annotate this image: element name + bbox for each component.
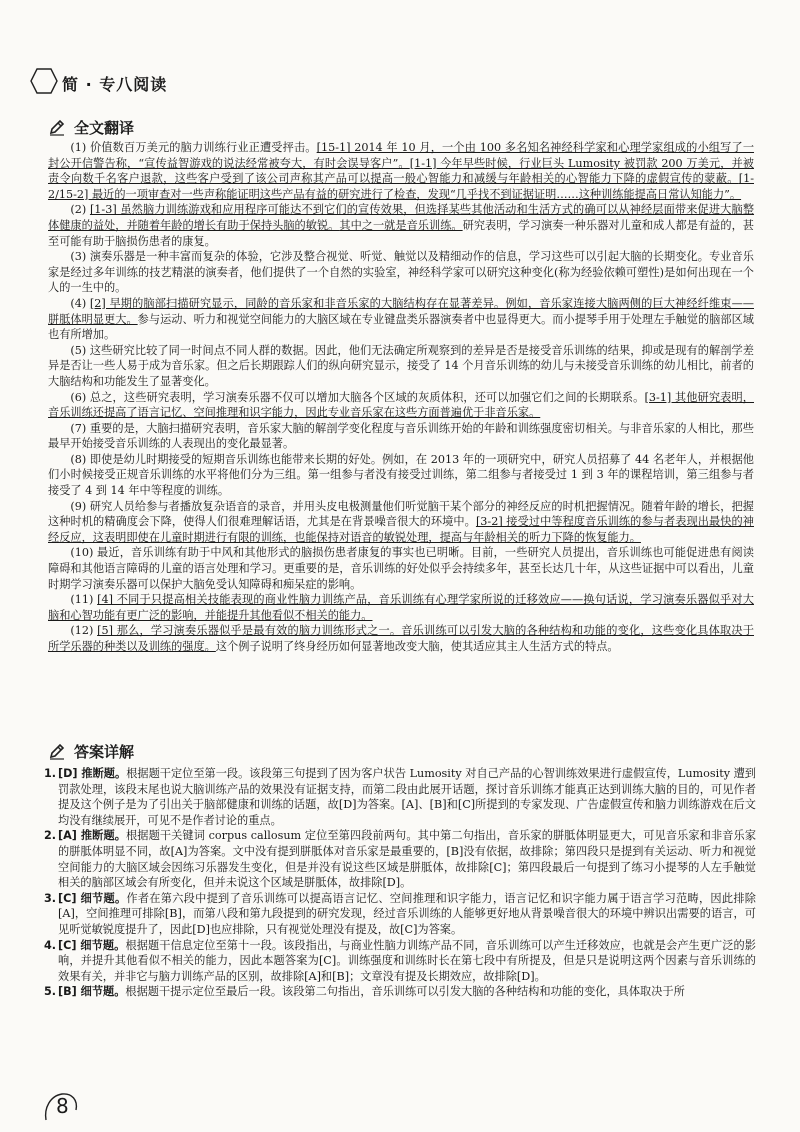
answer-number: 5. [44,985,57,999]
answers-heading [48,740,134,762]
translation-paragraph [48,390,754,421]
answer-text [58,828,756,890]
page-number [42,1090,82,1124]
answer-type: [D] 推断题。 [58,767,127,780]
answer-text [58,766,756,828]
answer-item [44,984,756,1000]
translation-paragraph [48,545,754,592]
header-title: 简 · 专八阅读 [62,75,168,94]
paragraph-text: (11) [70,593,98,607]
answer-number: 1. [44,767,57,780]
answer-explanation: 根据题干信息定位至第十一段。该段指出，与商业性脑力训练产品不同，音乐训练可以产生迁移效应，也就是会产生更广泛的影响，并提升其他看似不相关的能力，因此本题答案为[C]。训练强度和训练时长在第七段中有所提及，但是只是说明这两个因素与音乐训练的效果有关，并非它与脑力训练产品的区别，故排除[A]和[B]；文章没有提及长期效应，故排除[D]。 [58,938,756,983]
underlined-text: [1-3] 虽然脑力训练游戏和应用程序可能达不到它们的宣传效果，但选择某些其他活动和生活方式的确可以从神经层面带来促进大脑整体健康的益处，并随着年龄的增长有助于保持头脑的敏锐。 [48,203,755,232]
answer-type: [C] 细节题。 [58,891,127,905]
answer-explanation: 根据题干关键词 corpus callosum 定位至第四段前两句。其中第二句指出，音乐家的胼胝体明显更大，可见音乐家和非音乐家的胼胝体明显不同，故[A]为答案。文中没有提到胼胝体对音乐家是最重要的，[B]没有依据，故排除；第四段只是提到有关运动、听力和视觉空间能力的大脑区域会因练习乐器发生变化，但是并没有说这些区域是胼胝体，故排除[C]；第四段最后一句提到了练习小提琴的人左手触觉相关的脑部区域会有所变化，但并未说这个区域是胼胝体，故排除[D]。 [58,829,757,890]
answer-number: 3. [44,891,57,905]
paragraph-text: (8) 即使是幼儿时期接受的短期音乐训练也能带来长期的好处。例如，在 2013 年的一项研究中，研究人员招募了 44 名老年人，并根据他们小时候接受正规音乐训练的水平将他们分为三组。第一组参与者没有接受过训练，第二组参与者接受过 1 到 3 年的课程培训，第三组参与者接受了 4 到 14 年中等程度的训练。 [48,452,754,498]
translation-paragraph [48,452,754,499]
paragraph-text: (10) 最近，音乐训练有助于中风和其他形式的脑损伤患者康复的事实也已明晰。目前，一些研究人员提出，音乐训练也可能促进患有阅读障碍和其他语言障碍的儿童的语言处理和学习。更重要的是，音乐训练的好处似乎会持续多年，甚至长达几十年，从这些证据中可以看出，儿童时期学习演奏乐器可以保护大脑免受认知障碍和痴呆症的影响。 [48,546,754,591]
answer-item [44,766,756,828]
answer-text [58,984,756,1000]
paragraph-text: (6) 总之，这些研究表明，学习演奏乐器不仅可以增加大脑各个区域的灰质体积，还可以加强它们之间的长期联系。 [70,390,645,404]
underlined-text: [3-2] 接受过中等程度音乐训练的参与者表现出最快的神经反应，这表明即使在儿童时期进行有限的训练，也能保持对语音的敏锐处理，提高与年龄相关的听力下降的恢复能力。 [48,515,754,544]
answer-type: [C] 细节题。 [58,938,126,952]
paragraph-text: 研究表明，学习演奏一种乐器对儿童和成人都是有益的，甚至可能有助于脑损伤患者的康复。 [48,218,754,248]
answer-number: 2. [44,829,57,843]
translation-paragraph [48,421,754,452]
paragraph-text: 这个例子说明了终身经历如何显著地改变大脑，使其适应其主人生活方式的特点。 [215,640,619,653]
underlined-text: [2] 早期的脑部扫描研究显示，同龄的音乐家和非音乐家的大脑结构存在显著差异。例如，音乐家连接大脑两侧的巨大神经纤维束——胼胝体明显更大。 [48,296,754,326]
underlined-text: [1-2/15-2] 最近的一项审查对一些声称能证明这些产品有益的研究进行了检查，发现“几乎找不到证据证明……这种训练能提高日常认知能力”。 [48,172,754,201]
answer-type: [B] 细节题。 [58,985,126,999]
answer-explanation: 根据题干提示定位至最后一段。该段第二句指出，音乐训练可以引发大脑的各种结构和功能的变化，具体取决于所 [125,985,685,999]
paragraph-text: (4) [70,296,90,310]
translation-heading-label: 全文翻译 [74,118,135,137]
paragraph-text: (7) 重要的是，大脑扫描研究表明，音乐家大脑的解剖学变化程度与音乐训练开始的年龄和训练强度密切相关。与非音乐家的人相比，那些最早开始接受音乐训练的人表现出的变化最显著。 [48,421,754,451]
pencil-icon [48,742,66,760]
answer-text [58,938,756,985]
answer-explanation: 作者在第六段中提到了音乐训练可以提高语言记忆、空间推理和识字能力，语言记忆和识字能力属于语言学习范畴，因此排除[A]，空间推理可排除[B]，而第八段和第九段提到的研究发现，经过音乐训练的人能够更好地从背景噪音很大的环境中辨识出需要的语言，可见听觉敏锐度提升了，因此[D]也应排除，只有视觉处理没有提及，故[C]为答案。 [58,891,756,936]
underlined-text: [3-1] 其他研究表明，音乐训练还提高了语言记忆、空间推理和识字能力，因此专业音乐家在这些方面普遍优于非音乐家。 [48,390,754,420]
translation-body [48,140,754,655]
translation-paragraph [48,623,754,654]
running-header [30,58,770,98]
answers-body [44,766,756,1000]
answer-item [44,938,756,985]
translation-paragraph [48,343,754,390]
translation-paragraph [48,592,754,623]
translation-paragraph [48,296,754,343]
underlined-text: [4] 不同于只提高相关技能表现的商业性脑力训练产品，音乐训练有心理学家所说的迁移效应——换句话说，学习演奏乐器似乎对大脑和心智功能有更广泛的影响，并能提升其他看似不相关的能力。 [48,593,754,622]
paragraph-text: (1) 价值数百万美元的脑力训练行业正遭受抨击。 [70,141,317,154]
translation-paragraph [48,499,754,546]
translation-paragraph [48,202,754,249]
answers-heading-label: 答案详解 [74,742,135,761]
answer-item [44,828,756,890]
translation-heading [48,116,134,138]
answer-item [44,891,756,938]
paragraph-text: (5) 这些研究比较了同一时间点不同人群的数据。因此，他们无法确定所观察到的差异是否是接受音乐训练的结果，抑或是现有的解剖学差异是否让一些人易于成为音乐家。但之后长期跟踪人们的纵向研究显示，接受了 14 个月音乐训练的幼儿与未接受音乐训练的幼儿相比，前者的大脑结构和功能发生了显著变化。 [48,343,754,388]
underlined-text: [1-1] 今年早些时候，行业巨头 Lumosity 被罚款 200 万美元，并被责令向数千名客户退款，这些客户受到了该公司声称其产品可以提高一般心智能力和减缓与年龄相关的心智能力下降的虚假宣传的蒙蔽。 [48,156,754,186]
underlined-text: 其中之一就是音乐训练。 [339,218,463,232]
paragraph-text: (3) 演奏乐器是一种丰富而复杂的体验，它涉及整合视觉、听觉、触觉以及精细动作的信息，学习这些可以引起大脑的长期变化。专业音乐家是经过多年训练的技艺精湛的演奏者，他们提供了一个自然的实验室，神经科学家可以研究这种变化(称为经验依赖可塑性)是如何出现在一个人的一生中的。 [48,250,754,295]
pencil-icon [48,118,66,136]
answer-type: [A] 推断题。 [58,829,127,843]
paragraph-text: 参与运动、听力和视觉空间能力的大脑区域在专业键盘类乐器演奏者中也显得更大。而小提琴手用于处理左手触觉的脑部区域也有所增加。 [48,312,754,342]
paragraph-text: (2) [70,203,90,217]
hexagon-icon [30,68,58,94]
page-number-text: 8 [56,1094,69,1118]
answer-text [58,891,756,938]
paragraph-text: (12) [70,624,98,638]
underlined-text: [15-1] 2014 年 10 月，一个由 100 多名知名神经科学家和心理学家组成的小组写了一封公开信警告称，“宣传益智游戏的说法经常被夸大，有时会误导客户”。 [48,141,755,170]
answer-explanation: 根据题干定位至第一段。该段第三句提到了因为客户状告 Lumosity 对自己产品的心智训练效果进行虚假宣传，Lumosity 遭到罚款处理，该段末尾也说大脑训练产品的效果没有证据支持，而第二段由此展开话题，探讨音乐训练才能真正达到训练大脑的目的，可见作者提及这个例子是为了引出关于脑部健康和训练的话题，故[D]为答案。[A]、[B]和[C]所提到的专家发现、广告虚假宣传和脑力训练游戏在后文均没有继续展开，可见不是作者讨论的重点。 [58,767,756,827]
translation-paragraph [48,249,754,296]
translation-paragraph [48,140,754,202]
paragraph-text: (9) 研究人员给参与者播放复杂语音的录音，并用头皮电极测量他们听觉脑干某个部分的神经反应的时机把握情况。随着年龄的增长，把握这种时机的精确度会下降，使得人们很难理解话语，尤其是在背景噪音很大的环境中。 [48,499,754,529]
answer-number: 4. [44,938,57,952]
underlined-text: [5] 那么，学习演奏乐器似乎是最有效的脑力训练形式之一。音乐训练可以引发大脑的各种结构和功能的变化，这些变化具体取决于所学乐器的种类以及训练的强度。 [48,624,754,653]
